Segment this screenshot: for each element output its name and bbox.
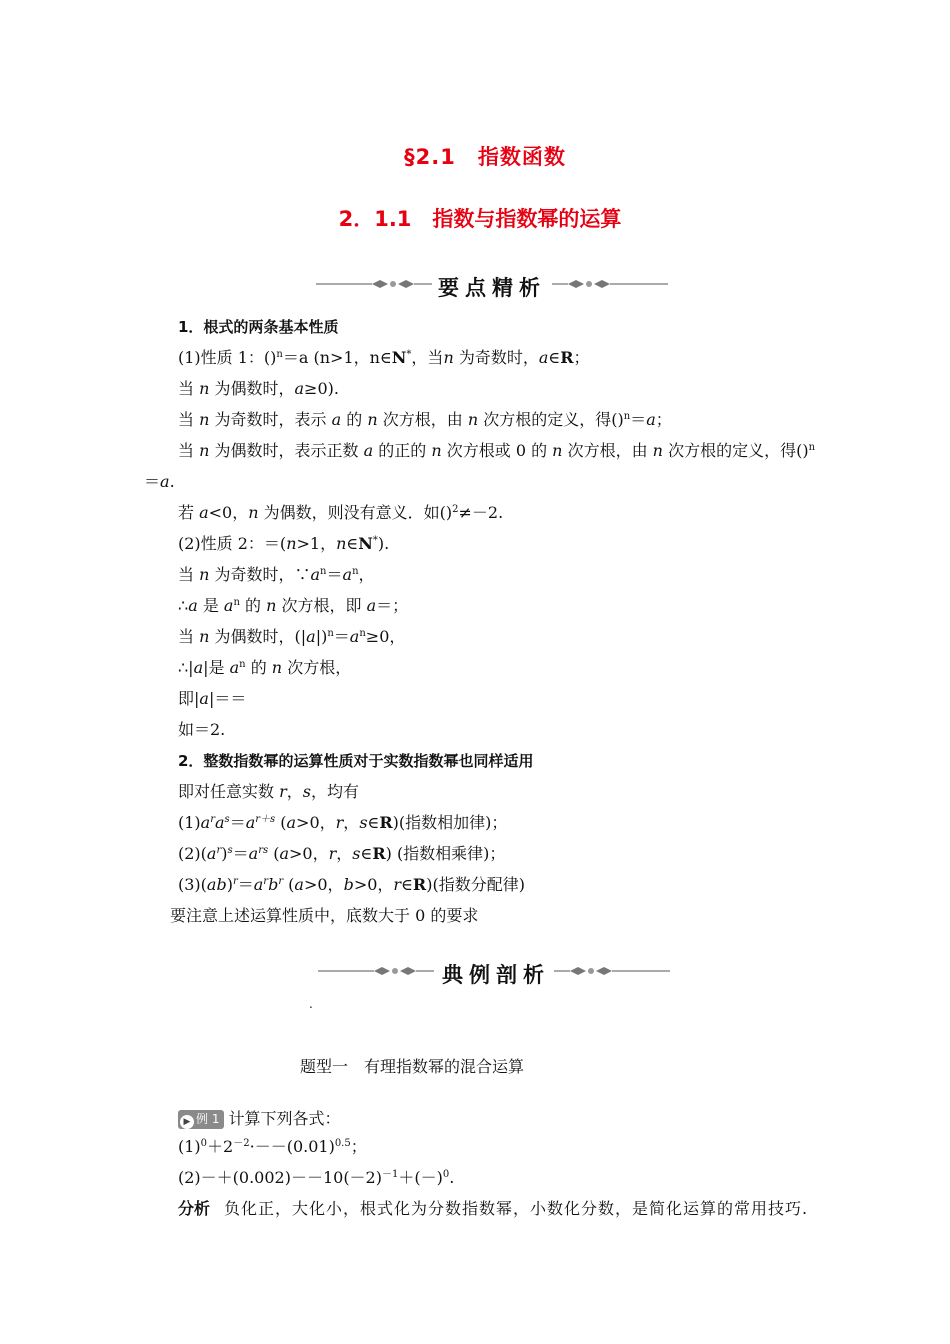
p1-line-11: ∴|a|是 $a^n$ 的 n 次方根， (178, 658, 352, 677)
banner-examples (0, 957, 950, 987)
example-1-prompt: ▶ 例 1 计算下列各式： (178, 1108, 340, 1130)
p1-line-7: (2)性质 2：＝(n>1，n∈N*). (178, 534, 390, 553)
section-title: §2.1 指数函数 (404, 145, 566, 169)
p1-line-12: 即|a|＝＝ (178, 689, 247, 708)
p2-line-4: $(3)(ab)^r=a^rb^r$ (a>0，b>0，r∈R)(指数分配律) (178, 875, 525, 894)
p1-heading: 1．根式的两条基本性质 (178, 318, 339, 336)
analysis-text: 负化正，大化小，根式化为分数指数幂，小数化分数，是简化运算的常用技巧. (224, 1199, 809, 1218)
p1-line-10: 当 n 为偶数时，$(|a|)^n=a^n\ge 0$， (178, 627, 406, 646)
p1-line-8: 当 n 为奇数时，$\because a^n=a^n$， (178, 565, 375, 584)
p1-line-4: 当 n 为偶数时，表示正数 a 的正的 n 次方根或 0 的 n 次方根，由 n 次方根的定义，得()$^n$ (178, 441, 816, 460)
analysis (178, 1198, 808, 1220)
p1-line-3: 当 n 为奇数时，表示 a 的 n 次方根，由 n 次方根的定义，得()$^n$＝a； (178, 410, 672, 429)
p1-line-6: 若 a<0，n 为偶数，则没有意义．如()$^2$≠－2. (178, 503, 504, 522)
example-line-2: $(2)-+(0.002)--10(-2)^{-1}+(-)^0$. (178, 1168, 455, 1187)
p2-line-1: 即对任意实数 r，s，均有 (178, 782, 359, 801)
p2-note: 要注意上述运算性质中，底数大于 0 的要求 (170, 906, 479, 925)
subsection-title: 2．1.1 指数与指数幂的运算 (338, 207, 622, 231)
play-icon: ▶ (180, 1115, 194, 1129)
banner-key-points-label: 要点精析 (438, 276, 546, 300)
p1-line-1: (1)性质 1：()$^n$＝a (n>1，n∈N*，当n 为奇数时，a∈R； (178, 348, 590, 367)
banner-key-points (0, 270, 950, 300)
p1-line-2: 当 n 为偶数时，a≥0). (178, 379, 339, 398)
p1-line-9: ∴a 是 $a^n$ 的 n 次方根，即 a＝； (178, 596, 409, 615)
example-line-1: $(1)^0+2^{-2}\cdot--(0.01)^{0.5}$； (178, 1137, 367, 1156)
banner-examples-label: 典例剖析 (442, 963, 550, 987)
p2-line-3: $(2)(a^r)^s=a^{rs}$ (a>0，r，s∈R) (指数相乘律)； (178, 844, 506, 863)
analysis-label: 分析 (178, 1199, 211, 1218)
type1-title: 题型一 有理指数幂的混合运算 (300, 1057, 525, 1076)
p1-line-13: 如＝2. (178, 720, 226, 739)
example-badge: ▶ 例 1 (178, 1110, 224, 1129)
p2-line-2: $(1)a^ra^s=a^{r+s}$ (a>0，r，s∈R)(指数相加律)； (178, 813, 508, 832)
p1-line-5: ＝a. (144, 472, 175, 491)
p2-heading: 2．整数指数幂的运算性质对于实数指数幂也同样适用 (178, 752, 534, 770)
stray-dot: . (309, 997, 313, 1011)
